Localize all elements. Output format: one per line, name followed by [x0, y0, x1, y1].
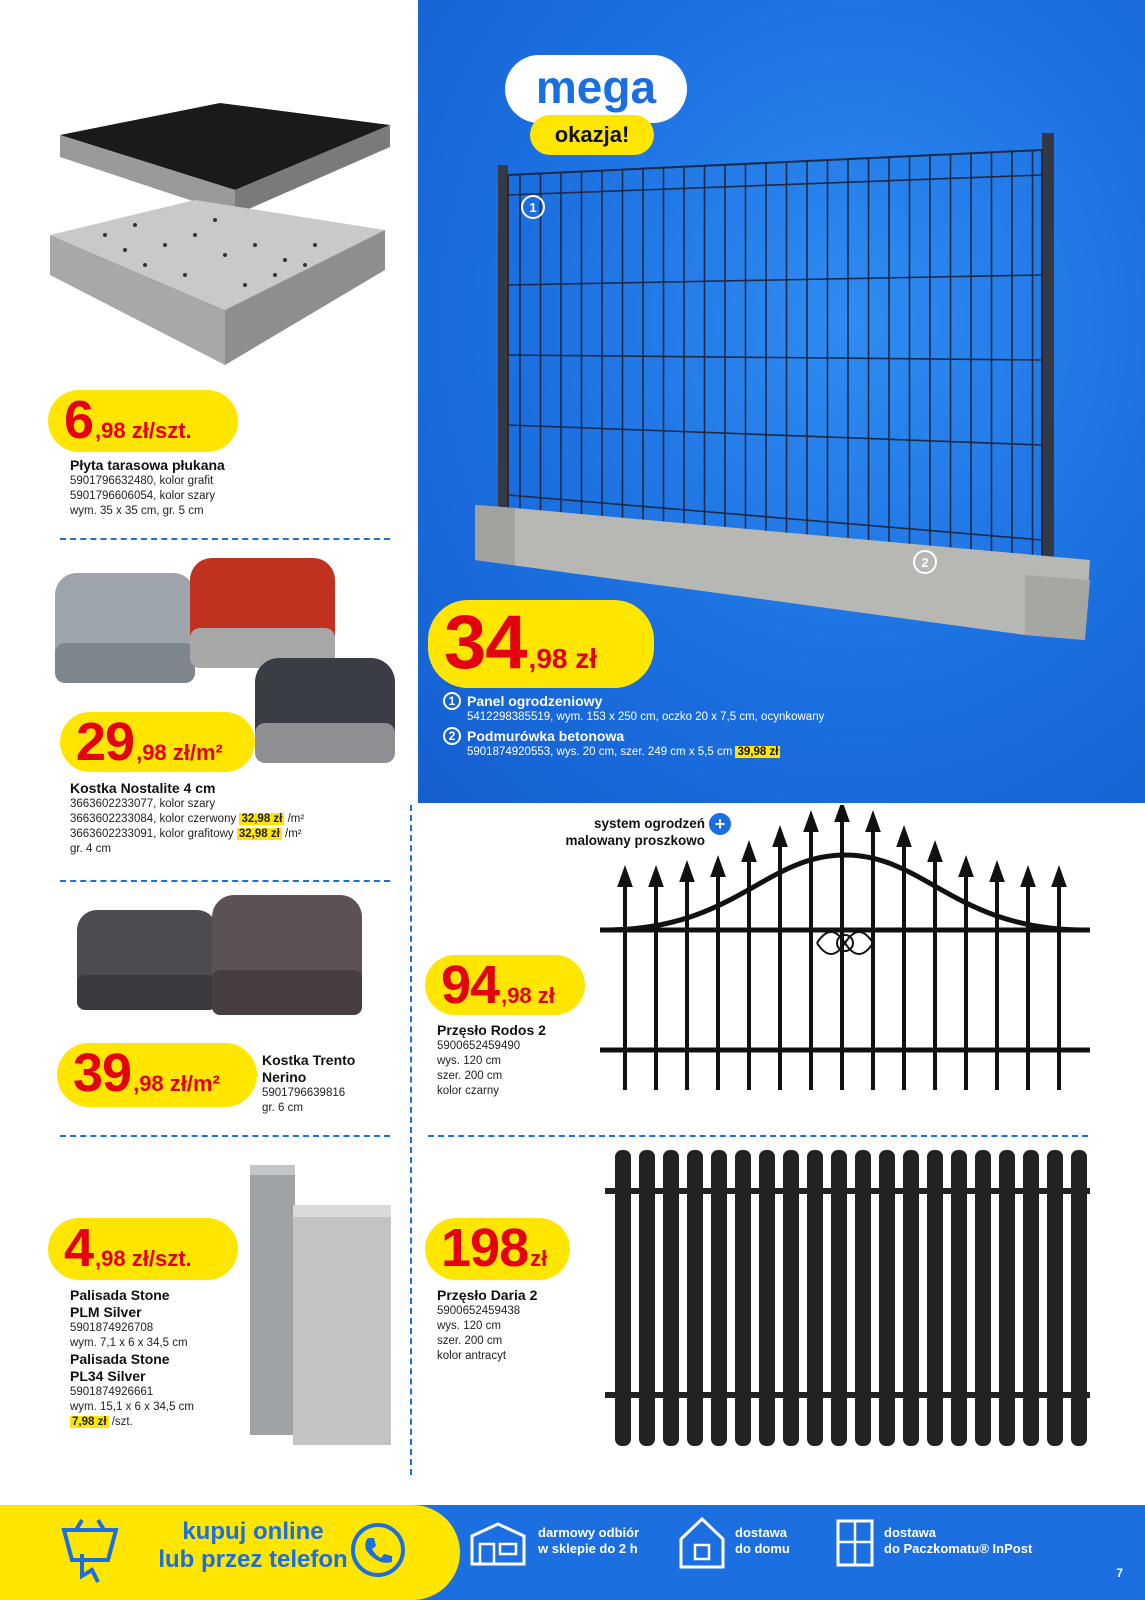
product-line: kolor antracyt: [437, 1350, 507, 1362]
daria-fence-image: [600, 1148, 1095, 1448]
product-line: 3663602233084, kolor czerwony 32,98 zł /m²: [70, 813, 305, 825]
product-name: Kostka Trento: [262, 1052, 356, 1068]
product-name: Kostka Nostalite 4 cm: [70, 780, 216, 796]
product-line: 5901874926708: [70, 1322, 154, 1334]
product-line: 3663602233091, kolor grafitowy 32,98 zł /m²: [70, 828, 302, 840]
svg-text:1: 1: [529, 200, 537, 215]
fence-panel-image: [470, 125, 1110, 645]
divider: [428, 1135, 1088, 1137]
product-name: PL34 Silver: [70, 1368, 146, 1384]
svg-text:2: 2: [921, 555, 929, 570]
highlight-price: 39,98 zł: [737, 746, 779, 758]
palisada-info: [70, 1287, 250, 1430]
product-name: Palisada Stone: [70, 1287, 170, 1303]
product-line: wym. 15,1 x 6 x 34,5 cm: [70, 1401, 194, 1413]
home-icon: [677, 1515, 727, 1571]
pickup-label: darmowy odbiór w sklepie do 2 h: [538, 1525, 640, 1556]
product-line: 5900652459490: [437, 1040, 521, 1052]
nostalite-info: [70, 780, 390, 857]
palisada-image: [245, 1160, 395, 1450]
divider-vertical: [410, 805, 412, 1475]
product-line: 5900652459438: [437, 1305, 521, 1317]
hero-price: 34 ,98 zł: [428, 600, 654, 688]
nostalite-price: 29 ,98 zł/m²: [60, 712, 255, 772]
product-name: Płyta tarasowa płukana: [70, 457, 225, 473]
okazja-badge: okazja!: [530, 115, 654, 155]
trento-info: [262, 1052, 402, 1116]
parcel-locker-icon: [835, 1518, 875, 1568]
product-name: Nerino: [262, 1069, 307, 1085]
product-line: gr. 6 cm: [262, 1102, 303, 1114]
trento-price: 39 ,98 zł/m²: [57, 1043, 257, 1107]
phone-icon[interactable]: [350, 1522, 406, 1578]
store-icon: [468, 1520, 528, 1568]
divider: [60, 1135, 390, 1137]
highlight-price: 32,98 zł: [241, 813, 283, 825]
product-name: Podmurówka betonowa: [467, 728, 625, 744]
plyta-price: 6 ,98 zł/szt.: [48, 390, 238, 452]
daria-price: 198 zł: [425, 1218, 570, 1280]
product-line: wym. 35 x 35 cm, gr. 5 cm: [70, 505, 204, 517]
product-name: Przęsło Daria 2: [437, 1287, 538, 1303]
system-label: system ogrodzeń malowany proszkowo: [565, 816, 705, 848]
home-delivery-label: dostawa do domu: [735, 1525, 790, 1556]
product-line: wys. 120 cm: [437, 1055, 501, 1067]
product-line: gr. 4 cm: [70, 843, 111, 855]
rodos-info: [437, 1022, 597, 1099]
divider: [60, 538, 390, 540]
product-name: Przęsło Rodos 2: [437, 1022, 546, 1038]
rodos-fence-image: [595, 805, 1095, 1095]
highlight-price: 32,98 zł: [238, 828, 280, 840]
divider: [60, 880, 390, 882]
product-line: 7,98 zł /szt.: [72, 1416, 133, 1428]
product-name: PLM Silver: [70, 1304, 142, 1320]
product-line: 5901796639816: [262, 1087, 346, 1099]
plus-icon: +: [709, 813, 731, 835]
locker-label: dostawa do Paczkomatu® InPost: [884, 1525, 1033, 1556]
rodos-price: 94 ,98 zł: [425, 955, 585, 1015]
trento-image: [72, 890, 372, 1030]
hero-info: [443, 692, 1133, 760]
page-number: 7: [1116, 1566, 1123, 1580]
basket-icon[interactable]: [60, 1518, 120, 1586]
product-line: 5901796606054, kolor szary: [70, 490, 216, 502]
product-line: szer. 200 cm: [437, 1335, 503, 1347]
product-name: Panel ogrodzeniowy: [467, 693, 603, 709]
plyta-info: [70, 457, 370, 519]
product-name: Palisada Stone: [70, 1351, 170, 1367]
product-line: kolor czarny: [437, 1085, 499, 1097]
daria-info: [437, 1287, 597, 1364]
highlight-price: 7,98 zł: [72, 1416, 107, 1428]
product-line: wys. 120 cm: [437, 1320, 501, 1332]
product-line: 5901796632480, kolor grafit: [70, 475, 214, 487]
mega-badge: mega: [505, 55, 687, 123]
product-line: 5901874926661: [70, 1386, 154, 1398]
marker-1: 1: [443, 692, 461, 710]
product-line: 3663602233077, kolor szary: [70, 798, 216, 810]
product-line: wym. 7,1 x 6 x 34,5 cm: [70, 1337, 188, 1349]
marker-2: 2: [443, 727, 461, 745]
product-line: szer. 200 cm: [437, 1070, 503, 1082]
product-line: 5412298385519, wym. 153 x 250 cm, oczko 20 x 7,5 cm, ocynkowany: [467, 711, 825, 723]
online-label[interactable]: kupuj online lub przez telefon: [158, 1518, 348, 1573]
plyta-image: [45, 95, 395, 385]
palisada-price: 4 ,98 zł/szt.: [48, 1218, 238, 1280]
product-line: 5901874920553, wys. 20 cm, szer. 249 cm x 5,5 cm 39,98 zł: [467, 746, 779, 758]
